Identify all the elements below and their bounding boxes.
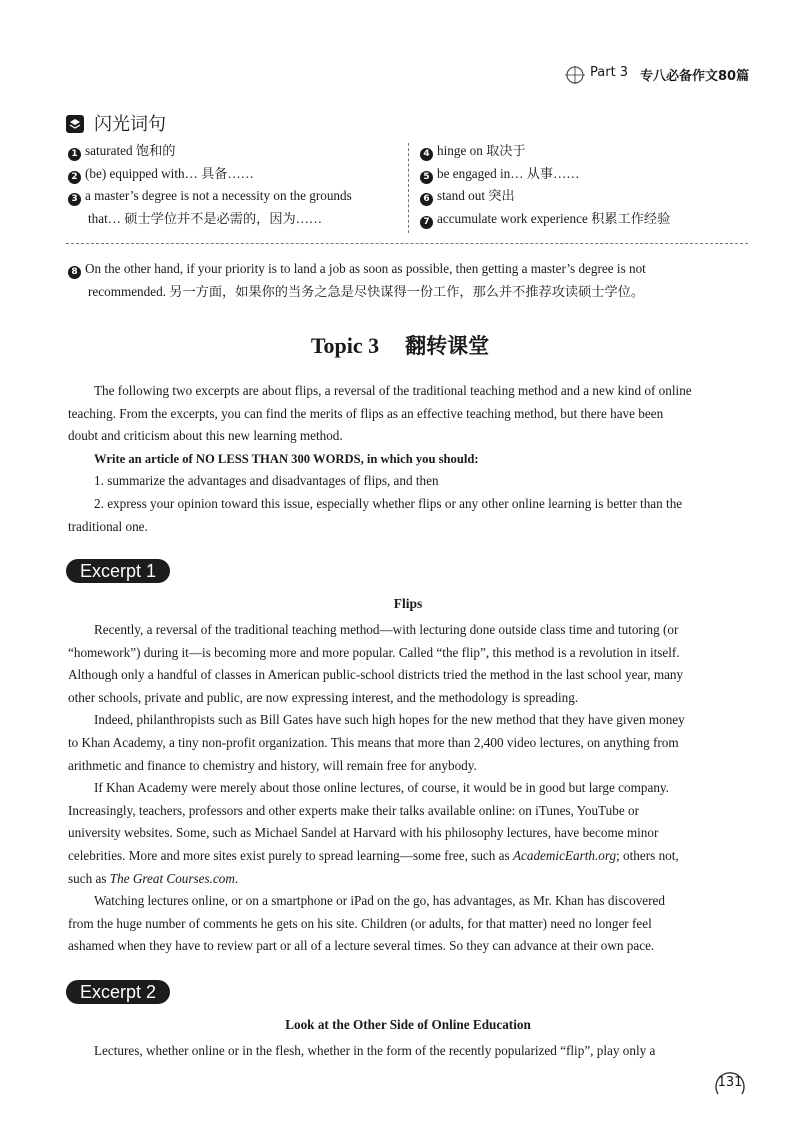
vocab-item [68,140,398,163]
num-badge: 1 [68,148,81,161]
vocab-item [420,140,750,163]
vocab-text: saturated 饱和的 [85,143,176,158]
vocab-item [68,185,398,208]
header-logo-icon [562,64,588,86]
body-line: Increasingly, teachers, professors and other experts make their talks available online: on iTunes, YouTube or [68,802,639,818]
vocab-item [68,163,398,186]
site-name: The Great Courses.com [109,870,235,886]
body-line: ashamed when they have to review part or all of a lecture several times. So they can advance at their own pace. [68,938,655,954]
excerpt1-title: Flips [393,596,423,611]
body-line: other schools, private and public, are now expressing interest, and the methodology is spreading. [68,689,579,705]
task-line: 2. express your opinion toward this issue, especially whether flips or any other online learning is better than the [94,495,683,511]
body-line: Recently, a reversal of the traditional teaching method—with lecturing done outside class time and tutoring (or [94,622,679,637]
body-line: to Khan Academy, a tiny non-profit organization. This means that more than 2,400 video lectures, on anything from [68,734,679,750]
vocab-text: accumulate work experience 积累工作经验 [437,210,671,226]
num-badge: 7 [420,216,433,229]
task-line: traditional one. [68,518,148,534]
vocab-right [420,140,750,230]
topic-number: Topic 3 [310,333,380,358]
task-line: 1. summarize the advantages and disadvantages of flips, and then [94,473,439,489]
excerpt2-title: Look at the Other Side of Online Education [285,1017,531,1032]
body-text: such as [68,870,110,886]
vocab-item [420,208,750,231]
body-text: celebrities. More and more sites exist purely to spread learning—some free, such as [68,847,513,863]
body-text: ; others not, [616,847,679,863]
vocab-item-8 [68,258,750,303]
excerpt2-label: Excerpt 2 [66,980,170,1004]
site-name: AcademicEarth.org [512,847,617,863]
body-line [68,845,750,868]
vocab-text: On the other hand, if your priority is to land a job as soon as possible, then getting a master’s degree is not [85,261,646,276]
vocab-text: a master’s degree is not a necessity on the grounds [85,188,352,204]
vocab-text: (be) equipped with… 具备…… [85,165,254,181]
vocab-item8-line [68,281,750,304]
vocab-text: hinge on 取决于 [437,143,526,158]
vocab-text: stand out 突出 [437,188,515,204]
page-number: 131 [717,1075,743,1090]
vocab-item [420,163,750,186]
vocab-heading [66,110,166,134]
excerpt2-body [68,1040,750,1063]
body-line: Although only a handful of classes in American public-school districts tried the method in the last school year, many [68,667,684,683]
vocab-text: be engaged in… 从事…… [437,165,580,181]
body-line: Watching lectures online, or on a smartphone or iPad on the go, has advantages, as Mr. Khan has discovered [94,893,665,909]
body-line: arithmetic and finance to chemistry and history, will remain free for anybody. [68,757,477,773]
header [562,62,762,88]
vocab-text: that… 硕士学位并不是必需的，因为…… [88,210,323,226]
num-badge: 5 [420,171,433,184]
vocab-item-cont [68,208,398,231]
intro-line: doubt and criticism about this new learning method. [68,428,343,444]
excerpt1-body [68,619,750,958]
body-line: Lectures, whether online or in the flesh, whether in the form of the recently popularized “flip”, play only a [94,1043,656,1058]
vocab-item [420,185,750,208]
column-divider [408,143,409,233]
body-line [68,868,750,891]
instruction: Write an article of NO LESS THAN 300 WORDS, in which you should: [94,451,479,466]
num-badge: 6 [420,193,433,206]
vocab-text: recommended. 另一方面，如果你的当务之急是尽快谋得一份工作，那么并不推荐攻读硕士学位。 [88,283,645,299]
page-number-badge [712,1066,748,1102]
topic-intro [68,380,750,538]
body-line: Indeed, philanthropists such as Bill Gates have such high hopes for the new method that they have given money [94,712,685,728]
body-line: university websites. Some, such as Michael Sandel at Harvard with his philosophy lectures, have become minor [68,825,659,841]
excerpt1-label: Excerpt 1 [66,559,170,583]
body-line: “homework”) during it—is becoming more and more popular. Called “the flip”, this method is a revolution in itself. [68,644,680,660]
layers-icon [66,115,84,133]
intro-line: teaching. From the excerpts, you can find the merits of flips as an effective teaching method, but there have been [68,405,664,421]
body-text: . [234,870,239,886]
vocab-heading-text: 闪光词句 [94,114,166,135]
topic-subtitle: 翻转课堂 [405,334,490,358]
topic-title [0,330,800,360]
body-line: If Khan Academy were merely about those online lectures, of course, it would be in good but large company. [94,780,669,796]
section-divider [66,243,748,244]
num-badge: 2 [68,171,81,184]
num-badge: 3 [68,193,81,206]
num-badge: 8 [68,266,81,279]
vocab-item8-line [68,258,750,281]
header-part: Part 3 [590,65,629,80]
num-badge: 4 [420,148,433,161]
intro-line: The following two excerpts are about flips, a reversal of the traditional teaching method and a new kind of online [94,383,692,398]
header-series: 专八必备作文80篇 [640,69,750,84]
vocab-left [68,140,398,230]
body-line: from the huge number of comments he gets on his site. Children (or adults, for that matter) need no longer feel [68,915,652,931]
